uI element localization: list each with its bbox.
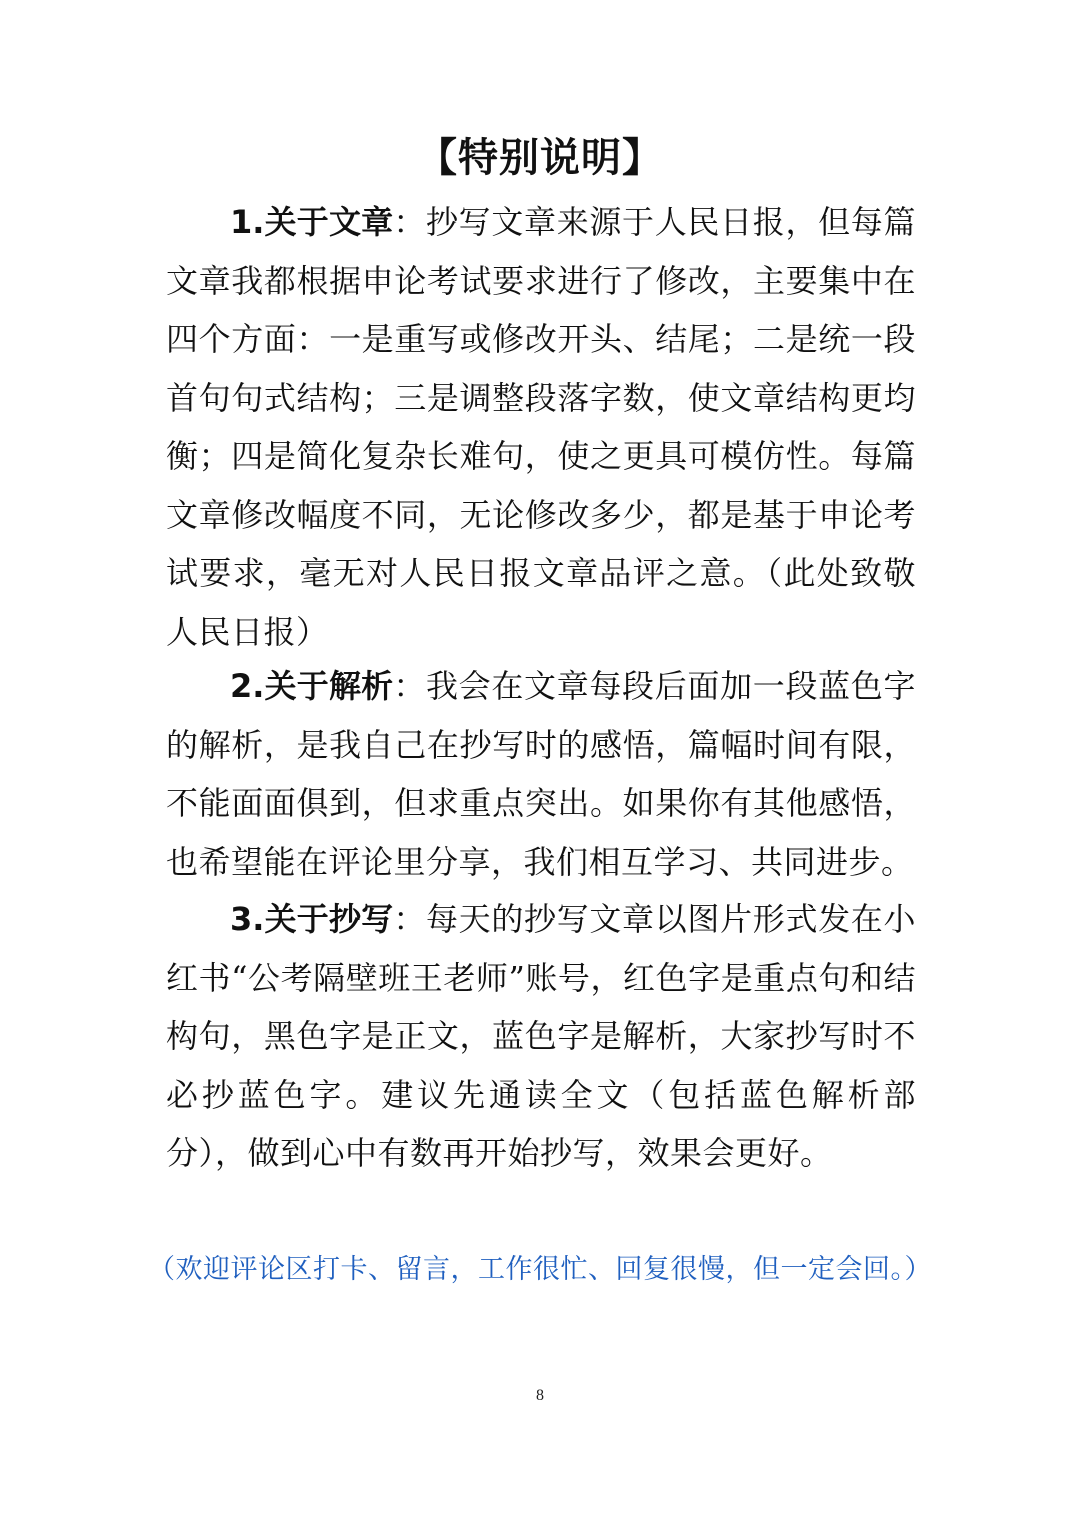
page-number: 8	[536, 1387, 544, 1404]
section-heading: 3.关于抄写	[230, 900, 394, 938]
section-body: ：每天的抄写文章以图片形式发在小红书“公考隔壁班王老师”账号，红色字是重点句和结构句，黑色字是正文，蓝色字是解析，大家抄写时不必抄蓝色字。建议先通读全文（包括蓝色解析部分），做到心中有数再开始抄写，效果会更好。	[166, 900, 916, 1172]
page-title: 【特别说明】	[417, 135, 663, 181]
section-heading: 1.关于文章	[230, 203, 394, 241]
section-body: ：我会在文章每段后面加一段蓝色字的解析，是我自己在抄写时的感悟，篇幅时间有限，不能面面俱到，但求重点突出。如果你有其他感悟，也希望能在评论里分享，我们相互学习、共同进步。	[166, 667, 916, 881]
footer-note: （欢迎评论区打卡、留言，工作很忙、回复很慢，但一定会回。）	[148, 1254, 932, 1285]
section-about-articles	[166, 193, 916, 661]
section-about-copying	[166, 890, 916, 1183]
section-about-analysis	[166, 657, 916, 891]
section-body: ：抄写文章来源于人民日报，但每篇文章我都根据申论考试要求进行了修改，主要集中在四个方面：一是重写或修改开头、结尾；二是统一段首句句式结构；三是调整段落字数，使文章结构更均衡；四是简化复杂长难句，使之更具可模仿性。每篇文章修改幅度不同，无论修改多少，都是基于申论考试要求，毫无对人民日报文章品评之意。（此处致敬人民日报）	[166, 203, 916, 651]
section-heading: 2.关于解析	[230, 667, 394, 705]
